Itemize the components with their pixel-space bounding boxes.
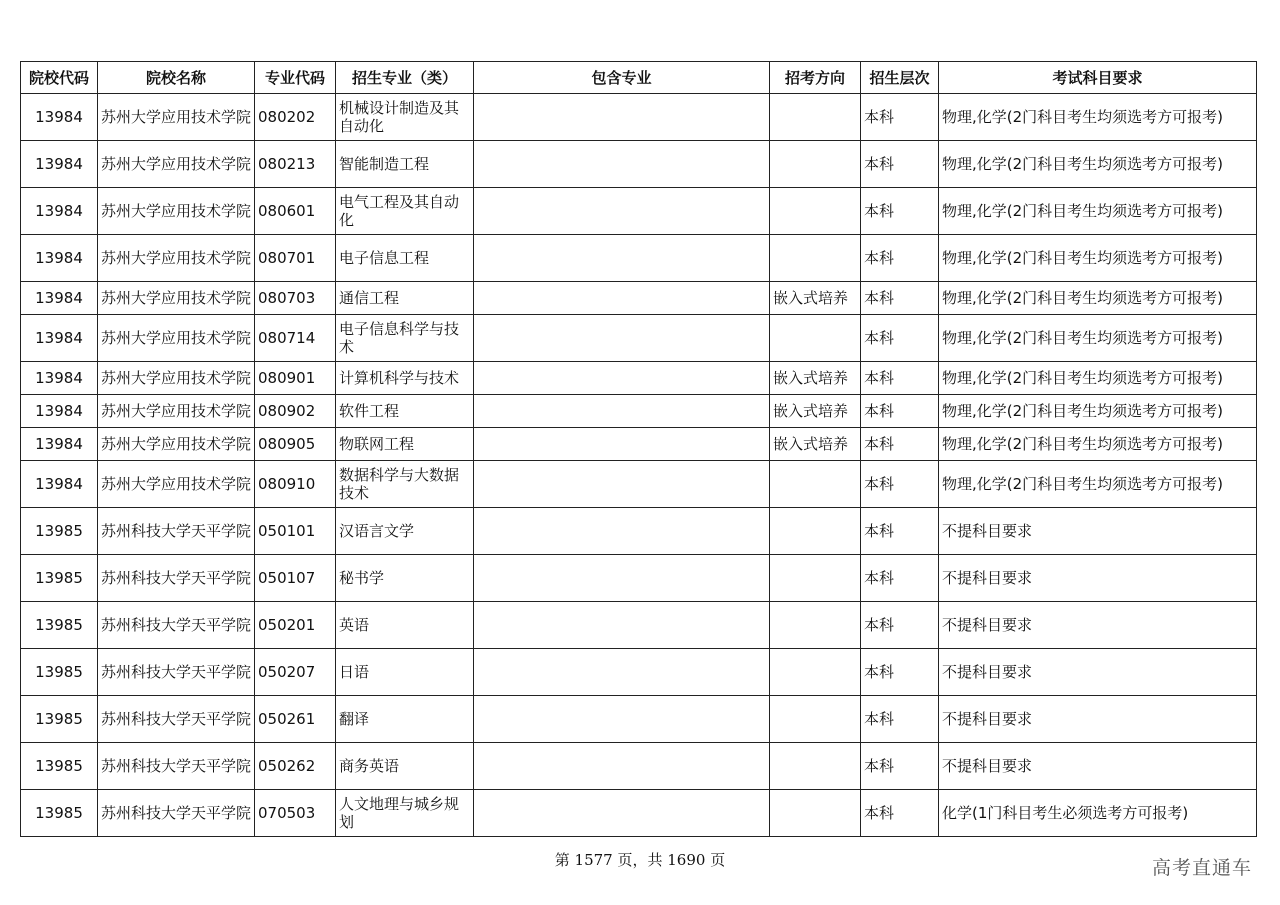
table-row xyxy=(21,395,1257,428)
cell-school-name xyxy=(98,362,255,395)
cell-major xyxy=(336,696,474,743)
cell-included-majors xyxy=(474,696,770,743)
cell-major-code-text: 050207 xyxy=(258,663,316,681)
cell-level xyxy=(861,94,939,141)
cell-school-name xyxy=(98,649,255,696)
cell-school-name-text: 苏州科技大学天平学院 xyxy=(101,616,251,634)
cell-requirement xyxy=(939,743,1257,790)
cell-major xyxy=(336,428,474,461)
cell-school-name xyxy=(98,141,255,188)
cell-school-code-text: 13985 xyxy=(35,710,83,728)
cell-included-majors xyxy=(474,602,770,649)
cell-school-name-text: 苏州大学应用技术学院 xyxy=(101,155,251,173)
cell-major-text: 数据科学与大数据技术 xyxy=(339,466,460,502)
cell-included-majors xyxy=(474,94,770,141)
header-level: 招生层次 xyxy=(861,62,939,94)
cell-direction xyxy=(770,461,861,508)
cell-direction xyxy=(770,315,861,362)
table-row xyxy=(21,743,1257,790)
table-row xyxy=(21,461,1257,508)
cell-direction xyxy=(770,235,861,282)
cell-direction xyxy=(770,649,861,696)
cell-level xyxy=(861,555,939,602)
cell-major-text: 智能制造工程 xyxy=(339,155,430,173)
cell-level xyxy=(861,428,939,461)
cell-school-name-text: 苏州科技大学天平学院 xyxy=(101,757,251,775)
table-row xyxy=(21,790,1257,837)
cell-level-text: 本科 xyxy=(864,329,895,347)
cell-included-majors xyxy=(474,508,770,555)
cell-level xyxy=(861,188,939,235)
cell-direction xyxy=(770,282,861,315)
cell-school-code xyxy=(21,743,98,790)
cell-level-text: 本科 xyxy=(864,369,895,387)
cell-major-code-text: 080202 xyxy=(258,108,316,126)
table-row xyxy=(21,428,1257,461)
cell-direction xyxy=(770,555,861,602)
cell-major xyxy=(336,362,474,395)
cell-major-code-text: 080905 xyxy=(258,435,316,453)
cell-school-code xyxy=(21,188,98,235)
cell-requirement-text: 物理,化学(2门科目考生均须选考方可报考) xyxy=(942,155,1224,173)
cell-major xyxy=(336,790,474,837)
cell-school-name-text: 苏州大学应用技术学院 xyxy=(101,402,251,420)
cell-school-name xyxy=(98,743,255,790)
cell-major-code-text: 050101 xyxy=(258,522,316,540)
cell-included-majors xyxy=(474,282,770,315)
cell-school-name xyxy=(98,696,255,743)
cell-major-code xyxy=(255,649,336,696)
cell-major-text: 秘书学 xyxy=(339,569,385,587)
cell-requirement xyxy=(939,602,1257,649)
cell-school-name xyxy=(98,395,255,428)
cell-major-text: 翻译 xyxy=(339,710,370,728)
cell-school-name-text: 苏州科技大学天平学院 xyxy=(101,804,251,822)
cell-school-code xyxy=(21,315,98,362)
cell-major-code-text: 050107 xyxy=(258,569,316,587)
cell-school-name xyxy=(98,94,255,141)
cell-level-text: 本科 xyxy=(864,435,895,453)
cell-direction xyxy=(770,508,861,555)
cell-school-name xyxy=(98,555,255,602)
cell-school-name xyxy=(98,790,255,837)
cell-school-name xyxy=(98,282,255,315)
cell-included-majors xyxy=(474,461,770,508)
cell-included-majors xyxy=(474,743,770,790)
cell-major-text: 商务英语 xyxy=(339,757,400,775)
cell-direction-text: 嵌入式培养 xyxy=(773,402,849,420)
cell-major-text: 电子信息科学与技术 xyxy=(339,320,460,356)
cell-major-code-text: 080213 xyxy=(258,155,316,173)
cell-level-text: 本科 xyxy=(864,757,895,775)
cell-included-majors xyxy=(474,362,770,395)
cell-included-majors xyxy=(474,555,770,602)
cell-major-code xyxy=(255,743,336,790)
cell-requirement xyxy=(939,395,1257,428)
cell-included-majors xyxy=(474,315,770,362)
cell-requirement xyxy=(939,188,1257,235)
cell-major xyxy=(336,602,474,649)
table-row xyxy=(21,602,1257,649)
cell-school-name xyxy=(98,461,255,508)
cell-school-name-text: 苏州大学应用技术学院 xyxy=(101,475,251,493)
cell-level-text: 本科 xyxy=(864,663,895,681)
cell-requirement-text: 不提科目要求 xyxy=(942,616,1033,634)
cell-requirement-text: 化学(1门科目考生必须选考方可报考) xyxy=(942,804,1189,822)
cell-school-name-text: 苏州科技大学天平学院 xyxy=(101,710,251,728)
cell-major-code xyxy=(255,696,336,743)
table-row xyxy=(21,94,1257,141)
cell-major xyxy=(336,94,474,141)
cell-major-code xyxy=(255,555,336,602)
cell-requirement-text: 不提科目要求 xyxy=(942,757,1033,775)
cell-level xyxy=(861,461,939,508)
cell-requirement xyxy=(939,696,1257,743)
cell-major xyxy=(336,141,474,188)
cell-requirement-text: 物理,化学(2门科目考生均须选考方可报考) xyxy=(942,289,1224,307)
cell-school-code xyxy=(21,602,98,649)
admissions-table xyxy=(20,61,1257,837)
cell-school-code xyxy=(21,696,98,743)
cell-major-text: 日语 xyxy=(339,663,370,681)
cell-major xyxy=(336,315,474,362)
cell-level-text: 本科 xyxy=(864,475,895,493)
cell-direction-text: 嵌入式培养 xyxy=(773,435,849,453)
cell-major-code xyxy=(255,362,336,395)
cell-requirement xyxy=(939,362,1257,395)
cell-major-text: 汉语言文学 xyxy=(339,522,415,540)
cell-major-code-text: 080714 xyxy=(258,329,316,347)
cell-school-name-text: 苏州科技大学天平学院 xyxy=(101,663,251,681)
table-row xyxy=(21,696,1257,743)
cell-major-code xyxy=(255,315,336,362)
cell-school-code-text: 13985 xyxy=(35,804,83,822)
cell-major xyxy=(336,508,474,555)
cell-level xyxy=(861,649,939,696)
cell-level xyxy=(861,696,939,743)
cell-school-name-text: 苏州大学应用技术学院 xyxy=(101,108,251,126)
cell-major-text: 电子信息工程 xyxy=(339,249,430,267)
cell-requirement-text: 不提科目要求 xyxy=(942,710,1033,728)
cell-major-code-text: 050262 xyxy=(258,757,316,775)
cell-included-majors xyxy=(474,188,770,235)
cell-major-code xyxy=(255,282,336,315)
header-requirement: 考试科目要求 xyxy=(939,62,1257,94)
cell-major-code-text: 080901 xyxy=(258,369,316,387)
cell-direction xyxy=(770,141,861,188)
cell-requirement-text: 物理,化学(2门科目考生均须选考方可报考) xyxy=(942,402,1224,420)
cell-school-code-text: 13985 xyxy=(35,663,83,681)
cell-major-text: 机械设计制造及其自动化 xyxy=(339,99,460,135)
cell-major-code xyxy=(255,188,336,235)
cell-requirement xyxy=(939,790,1257,837)
cell-school-code-text: 13984 xyxy=(35,202,83,220)
header-school-name: 院校名称 xyxy=(98,62,255,94)
header-direction: 招考方向 xyxy=(770,62,861,94)
cell-school-code-text: 13985 xyxy=(35,522,83,540)
cell-requirement-text: 物理,化学(2门科目考生均须选考方可报考) xyxy=(942,202,1224,220)
cell-direction xyxy=(770,94,861,141)
cell-school-code-text: 13984 xyxy=(35,289,83,307)
cell-level xyxy=(861,235,939,282)
cell-major-code-text: 080910 xyxy=(258,475,316,493)
cell-level xyxy=(861,743,939,790)
cell-school-code xyxy=(21,555,98,602)
cell-major-text: 软件工程 xyxy=(339,402,400,420)
cell-major-code-text: 080902 xyxy=(258,402,316,420)
cell-major-text: 物联网工程 xyxy=(339,435,415,453)
table-row xyxy=(21,315,1257,362)
cell-school-code xyxy=(21,649,98,696)
cell-direction xyxy=(770,395,861,428)
cell-major-code xyxy=(255,94,336,141)
cell-major-code-text: 070503 xyxy=(258,804,316,822)
cell-major xyxy=(336,188,474,235)
cell-school-name xyxy=(98,188,255,235)
cell-school-code-text: 13984 xyxy=(35,402,83,420)
cell-level-text: 本科 xyxy=(864,108,895,126)
cell-school-code xyxy=(21,508,98,555)
cell-school-code xyxy=(21,395,98,428)
cell-major-code xyxy=(255,395,336,428)
table-row xyxy=(21,235,1257,282)
table-row xyxy=(21,649,1257,696)
cell-requirement xyxy=(939,315,1257,362)
table-row xyxy=(21,282,1257,315)
cell-requirement-text: 物理,化学(2门科目考生均须选考方可报考) xyxy=(942,329,1224,347)
cell-major xyxy=(336,461,474,508)
cell-major-code-text: 080701 xyxy=(258,249,316,267)
cell-school-name xyxy=(98,235,255,282)
cell-school-code-text: 13984 xyxy=(35,155,83,173)
watermark-text: 高考直通车 xyxy=(1151,857,1252,879)
cell-direction xyxy=(770,428,861,461)
cell-school-code-text: 13984 xyxy=(35,108,83,126)
cell-requirement-text: 不提科目要求 xyxy=(942,569,1033,587)
cell-included-majors xyxy=(474,790,770,837)
cell-included-majors xyxy=(474,141,770,188)
cell-school-code xyxy=(21,141,98,188)
cell-included-majors xyxy=(474,428,770,461)
cell-direction xyxy=(770,696,861,743)
table-row xyxy=(21,555,1257,602)
cell-requirement-text: 物理,化学(2门科目考生均须选考方可报考) xyxy=(942,108,1224,126)
cell-requirement-text: 物理,化学(2门科目考生均须选考方可报考) xyxy=(942,249,1224,267)
cell-level xyxy=(861,508,939,555)
cell-level-text: 本科 xyxy=(864,522,895,540)
cell-level xyxy=(861,315,939,362)
table-row xyxy=(21,188,1257,235)
cell-school-name-text: 苏州大学应用技术学院 xyxy=(101,329,251,347)
header-major-code: 专业代码 xyxy=(255,62,336,94)
cell-major-code xyxy=(255,141,336,188)
cell-school-code-text: 13985 xyxy=(35,757,83,775)
cell-school-code-text: 13984 xyxy=(35,475,83,493)
cell-requirement xyxy=(939,461,1257,508)
cell-major-code xyxy=(255,461,336,508)
cell-requirement xyxy=(939,428,1257,461)
cell-requirement xyxy=(939,141,1257,188)
cell-level xyxy=(861,395,939,428)
cell-major-code xyxy=(255,428,336,461)
cell-major-text: 英语 xyxy=(339,616,370,634)
cell-level xyxy=(861,141,939,188)
header-major: 招生专业（类） xyxy=(336,62,474,94)
cell-major-code xyxy=(255,508,336,555)
cell-major-code-text: 050201 xyxy=(258,616,316,634)
cell-level-text: 本科 xyxy=(864,710,895,728)
cell-direction xyxy=(770,602,861,649)
cell-school-name-text: 苏州大学应用技术学院 xyxy=(101,435,251,453)
cell-major-text: 计算机科学与技术 xyxy=(339,369,460,387)
cell-school-code-text: 13985 xyxy=(35,616,83,634)
cell-school-name xyxy=(98,508,255,555)
cell-level xyxy=(861,790,939,837)
cell-direction-text: 嵌入式培养 xyxy=(773,289,849,307)
header-school-code: 院校代码 xyxy=(21,62,98,94)
cell-requirement xyxy=(939,282,1257,315)
cell-requirement xyxy=(939,555,1257,602)
cell-included-majors xyxy=(474,649,770,696)
cell-requirement xyxy=(939,94,1257,141)
cell-included-majors xyxy=(474,235,770,282)
cell-major-code xyxy=(255,235,336,282)
cell-level-text: 本科 xyxy=(864,616,895,634)
cell-school-code xyxy=(21,94,98,141)
cell-school-code xyxy=(21,235,98,282)
cell-major-code xyxy=(255,602,336,649)
cell-major-code-text: 080601 xyxy=(258,202,316,220)
cell-school-name-text: 苏州科技大学天平学院 xyxy=(101,569,251,587)
cell-level-text: 本科 xyxy=(864,155,895,173)
cell-school-code xyxy=(21,461,98,508)
cell-school-name xyxy=(98,315,255,362)
cell-level xyxy=(861,282,939,315)
cell-school-name xyxy=(98,428,255,461)
cell-requirement-text: 不提科目要求 xyxy=(942,663,1033,681)
cell-level-text: 本科 xyxy=(864,249,895,267)
header-included-majors: 包含专业 xyxy=(474,62,770,94)
cell-major-text: 通信工程 xyxy=(339,289,400,307)
cell-school-code-text: 13984 xyxy=(35,369,83,387)
cell-major xyxy=(336,649,474,696)
table-row xyxy=(21,362,1257,395)
cell-school-name-text: 苏州大学应用技术学院 xyxy=(101,202,251,220)
cell-level xyxy=(861,602,939,649)
cell-major xyxy=(336,555,474,602)
cell-school-code xyxy=(21,362,98,395)
table-body xyxy=(21,94,1257,837)
cell-included-majors xyxy=(474,395,770,428)
cell-major-code-text: 050261 xyxy=(258,710,316,728)
cell-major-text: 电气工程及其自动化 xyxy=(339,193,460,229)
cell-direction-text: 嵌入式培养 xyxy=(773,369,849,387)
cell-school-code-text: 13984 xyxy=(35,329,83,347)
cell-school-code-text: 13985 xyxy=(35,569,83,587)
cell-school-code-text: 13984 xyxy=(35,435,83,453)
cell-school-code xyxy=(21,790,98,837)
cell-level-text: 本科 xyxy=(864,402,895,420)
cell-requirement xyxy=(939,649,1257,696)
cell-major-text: 人文地理与城乡规划 xyxy=(339,795,460,831)
cell-school-code-text: 13984 xyxy=(35,249,83,267)
cell-level-text: 本科 xyxy=(864,569,895,587)
cell-major xyxy=(336,282,474,315)
table-row xyxy=(21,141,1257,188)
cell-requirement-text: 物理,化学(2门科目考生均须选考方可报考) xyxy=(942,369,1224,387)
cell-major-code-text: 080703 xyxy=(258,289,316,307)
table-row xyxy=(21,508,1257,555)
cell-school-name-text: 苏州大学应用技术学院 xyxy=(101,289,251,307)
cell-level xyxy=(861,362,939,395)
cell-requirement-text: 物理,化学(2门科目考生均须选考方可报考) xyxy=(942,435,1224,453)
cell-direction xyxy=(770,743,861,790)
header-row xyxy=(21,62,1257,94)
cell-school-code xyxy=(21,428,98,461)
cell-major xyxy=(336,743,474,790)
cell-school-name xyxy=(98,602,255,649)
cell-level-text: 本科 xyxy=(864,202,895,220)
cell-requirement-text: 不提科目要求 xyxy=(942,522,1033,540)
cell-major-code xyxy=(255,790,336,837)
page-footer: 第 1577 页，共 1690 页 xyxy=(554,851,726,869)
cell-major xyxy=(336,235,474,282)
cell-school-code xyxy=(21,282,98,315)
cell-direction xyxy=(770,188,861,235)
cell-requirement xyxy=(939,508,1257,555)
cell-school-name-text: 苏州大学应用技术学院 xyxy=(101,369,251,387)
cell-school-name-text: 苏州科技大学天平学院 xyxy=(101,522,251,540)
cell-school-name-text: 苏州大学应用技术学院 xyxy=(101,249,251,267)
cell-requirement-text: 物理,化学(2门科目考生均须选考方可报考) xyxy=(942,475,1224,493)
cell-requirement xyxy=(939,235,1257,282)
cell-level-text: 本科 xyxy=(864,289,895,307)
cell-direction xyxy=(770,362,861,395)
cell-direction xyxy=(770,790,861,837)
cell-level-text: 本科 xyxy=(864,804,895,822)
cell-major xyxy=(336,395,474,428)
